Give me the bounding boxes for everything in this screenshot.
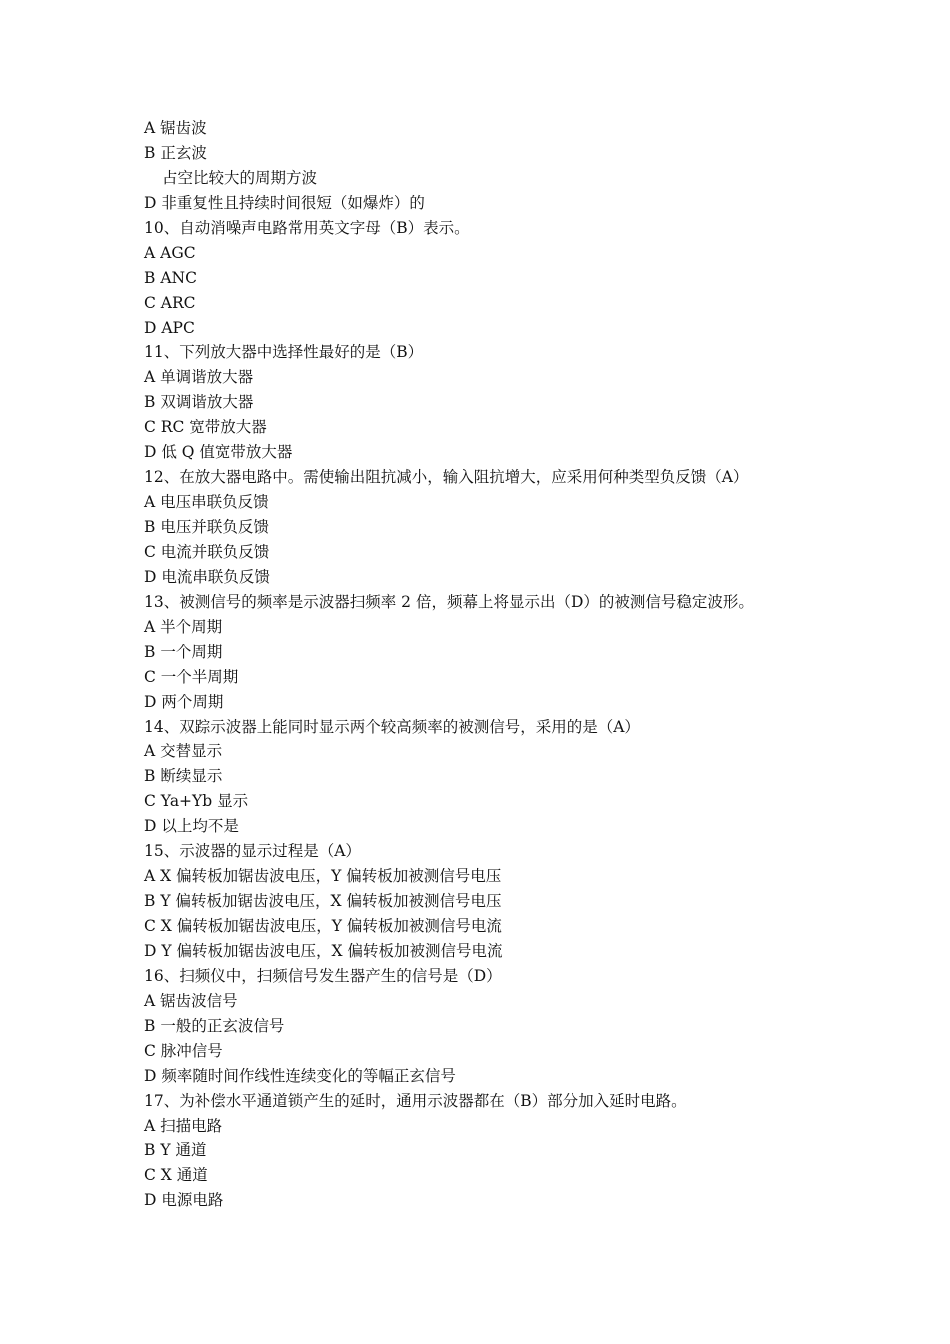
option-line: A 单调谐放大器: [144, 368, 254, 387]
option-line: B Y 通道: [144, 1141, 207, 1160]
option-line: D 电源电路: [144, 1191, 224, 1210]
option-line: A 锯齿波: [144, 119, 207, 137]
question-line: 12、在放大器电路中。需使输出阻抗减小，输入阻抗增大，应采用何种类型负反馈（A）: [144, 468, 749, 487]
option-line: B 双调谐放大器: [144, 393, 254, 412]
question-line: 14、双踪示波器上能同时显示两个较高频率的被测信号，采用的是（A）: [144, 717, 640, 736]
question-line: 17、为补偿水平通道锁产生的延时，通用示波器都在（B）部分加入延时电路。: [144, 1091, 687, 1110]
option-line: D 频率随时间作线性连续变化的等幅正玄信号: [144, 1066, 456, 1085]
option-line: A AGC: [144, 243, 196, 262]
option-line: D 两个周期: [144, 692, 224, 711]
option-line: A 锯齿波信号: [144, 991, 238, 1010]
option-line: D Y 偏转板加锯齿波电压，X 偏转板加被测信号电流: [144, 941, 503, 960]
question-line: 10、自动消噪声电路常用英文字母（B）表示。: [144, 218, 470, 237]
option-line: C X 偏转板加锯齿波电压，Y 偏转板加被测信号电流: [144, 917, 502, 935]
option-line: B 一个周期: [144, 642, 223, 661]
option-line: C 脉冲信号: [144, 1041, 223, 1060]
question-line: 11、下列放大器中选择性最好的是（B）: [144, 343, 424, 362]
option-line: A X 偏转板加锯齿波电压，Y 偏转板加被测信号电压: [144, 867, 502, 886]
option-line: A 半个周期: [144, 617, 223, 636]
option-line: A 交替显示: [144, 742, 223, 761]
option-line: B 电压并联负反馈: [144, 518, 269, 536]
option-line: C ARC: [144, 293, 196, 312]
option-line: D 电流串联负反馈: [144, 567, 270, 586]
option-line: C 一个半周期: [144, 667, 239, 686]
option-line: C RC 宽带放大器: [144, 418, 267, 437]
option-line: D 以上均不是: [144, 817, 239, 836]
option-line: B 一般的正玄波信号: [144, 1016, 285, 1035]
option-line: B 断续显示: [144, 767, 223, 786]
option-line: D APC: [144, 318, 195, 337]
option-line: 占空比较大的周期方波: [162, 168, 318, 187]
option-line: C Ya+Yb 显示: [144, 792, 249, 811]
option-line: A 扫描电路: [144, 1116, 223, 1135]
option-line: A 电压串联负反馈: [144, 493, 269, 512]
option-line: C X 通道: [144, 1166, 208, 1185]
question-line: 16、扫频仪中，扫频信号发生器产生的信号是（D）: [144, 966, 502, 985]
question-line: 13、被测信号的频率是示波器扫频率 2 倍，频幕上将显示出（D）的被测信号稳定波形。: [144, 592, 754, 611]
question-line: 15、示波器的显示过程是（A）: [144, 842, 361, 861]
option-line: B ANC: [144, 268, 197, 287]
option-line: D 低 Q 值宽带放大器: [144, 443, 293, 462]
option-line: B 正玄波: [144, 143, 207, 162]
question-list: [144, 116, 824, 1213]
option-line: B Y 偏转板加锯齿波电压，X 偏转板加被测信号电压: [144, 892, 502, 911]
option-line: C 电流并联负反馈: [144, 542, 270, 561]
option-line: D 非重复性且持续时间很短（如爆炸）的: [144, 193, 425, 212]
